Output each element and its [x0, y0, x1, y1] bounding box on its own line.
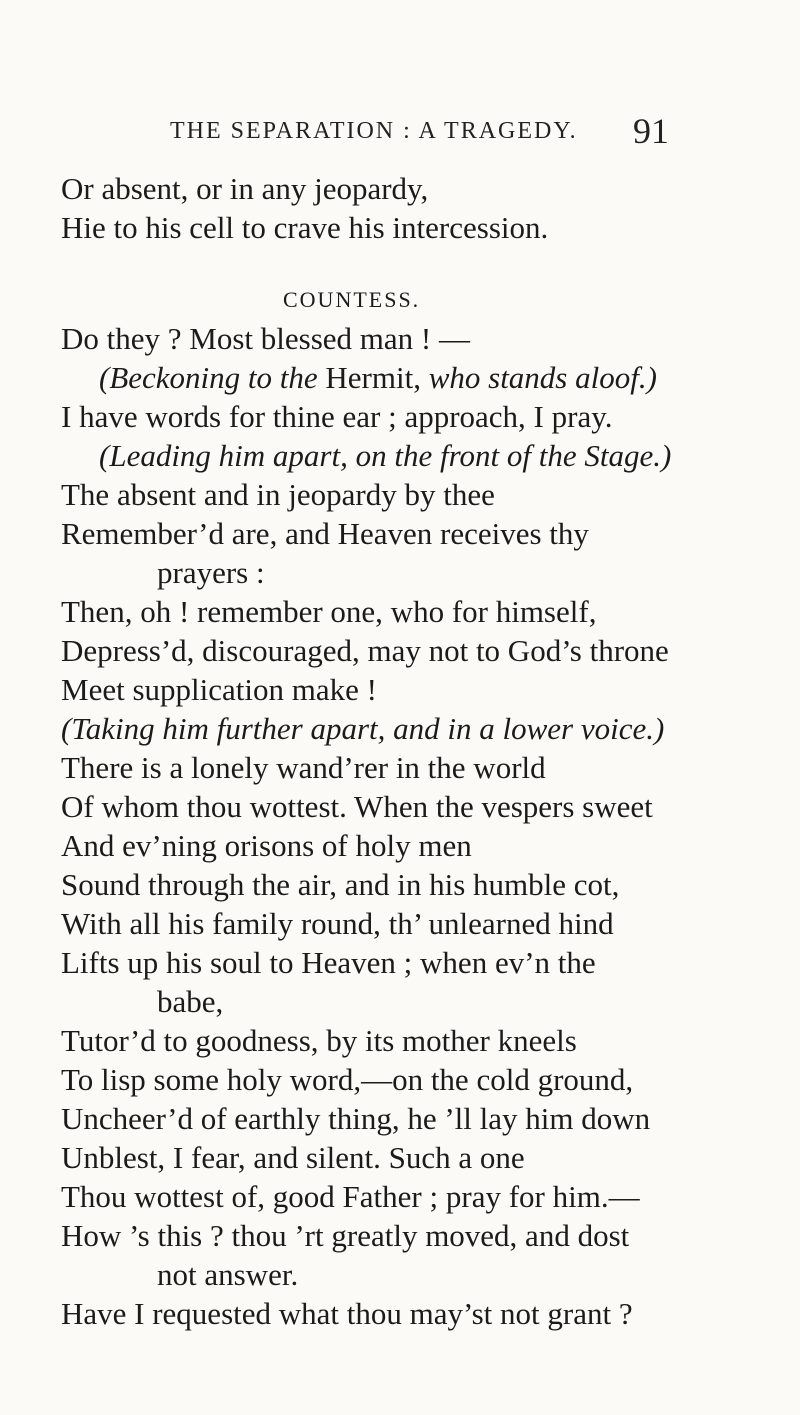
verse-line: I have words for thine ear ; approach, I pray. — [61, 399, 613, 434]
running-head-title: THE SEPARATION : A TRAGEDY. — [170, 118, 578, 144]
stage-direction-paren: ) — [646, 360, 657, 395]
verse-line: Hie to his cell to crave his intercession. — [61, 210, 549, 245]
verse-line: To lisp some holy word,—on the cold ground, — [61, 1062, 634, 1097]
verse-line: How ’s this ? thou ’rt greatly moved, and dost — [61, 1218, 630, 1253]
verse-line: Depress’d, discouraged, may not to God’s throne — [61, 633, 669, 668]
verse-line: And ev’ning orisons of holy men — [61, 828, 472, 863]
stage-direction-paren: ( — [99, 360, 110, 395]
stage-direction-text: Beckoning to the — [109, 360, 318, 395]
verse-line: Uncheer’d of earthly thing, he ’ll lay him down — [61, 1101, 651, 1136]
speaker-name: COUNTESS. — [283, 287, 421, 312]
verse-line: Have I requested what thou may’st not grant ? — [61, 1296, 633, 1331]
verse-line: Thou wottest of, good Father ; pray for him.— — [61, 1179, 640, 1214]
verse-line: Then, oh ! remember one, who for himself, — [61, 594, 597, 629]
stage-direction: (Taking him further apart, and in a lower voice.) — [61, 711, 665, 746]
stage-direction: (Leading him apart, on the front of the Stage.) — [99, 438, 672, 473]
page-number: 91 — [633, 111, 669, 151]
verse-line: Or absent, or in any jeopardy, — [61, 171, 429, 206]
stage-direction — [99, 359, 657, 397]
character-name: Hermit, — [325, 360, 421, 395]
verse-line: Sound through the air, and in his humble cot, — [61, 867, 620, 902]
verse-line: Do they ? Most blessed man ! — — [61, 321, 470, 356]
verse-line-runover: not answer. — [157, 1257, 299, 1292]
stage-direction-text: who stands aloof. — [428, 360, 647, 395]
verse-line: The absent and in jeopardy by thee — [61, 477, 495, 512]
verse-line: Tutor’d to goodness, by its mother kneels — [61, 1023, 577, 1058]
verse-line: Remember’d are, and Heaven receives thy — [61, 516, 589, 551]
verse-line: Meet supplication make ! — [61, 672, 377, 707]
verse-line: Unblest, I fear, and silent. Such a one — [61, 1140, 525, 1175]
verse-line-runover: prayers : — [157, 555, 265, 590]
verse-line: Lifts up his soul to Heaven ; when ev’n the — [61, 945, 596, 980]
verse-line: Of whom thou wottest. When the vespers sweet — [61, 789, 653, 824]
verse-line-runover: babe, — [157, 984, 224, 1019]
verse-line: There is a lonely wand’rer in the world — [61, 750, 546, 785]
running-head — [0, 112, 800, 152]
verse-line: With all his family round, th’ unlearned hind — [61, 906, 614, 941]
